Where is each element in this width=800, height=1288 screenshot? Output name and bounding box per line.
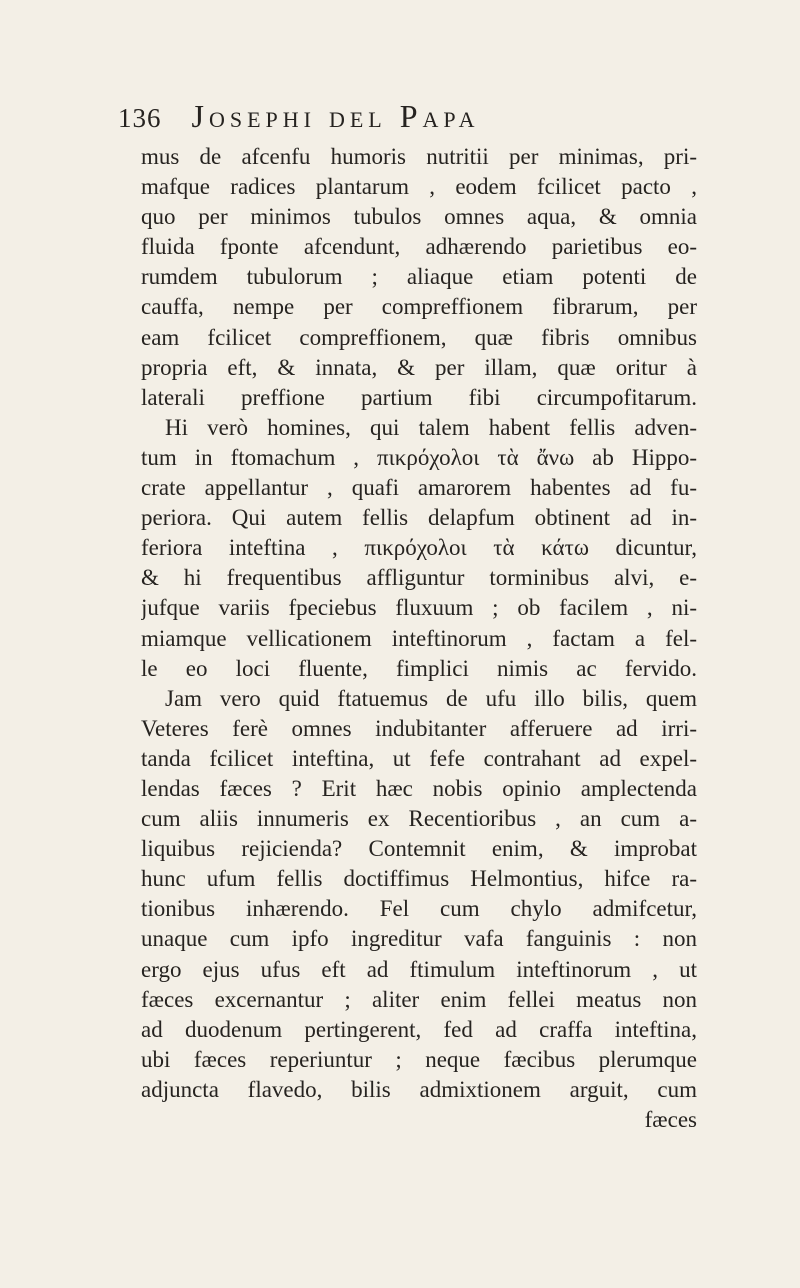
text-line: rumdem tubulorum ; aliaque etiam potenti de	[141, 264, 697, 290]
body-text	[141, 142, 697, 1135]
text-line: cum aliis innumeris ex Recentioribus , an cum a-	[141, 806, 697, 832]
text-line: tanda fcilicet inteftina, ut fefe contrahant ad expel-	[141, 745, 697, 771]
text-line: ubi fæces reperiuntur ; neque fæcibus plerumque	[141, 1046, 697, 1072]
text-line: ad duodenum pertingerent, fed ad craffa inteftina,	[141, 1016, 697, 1042]
text-line: propria eft, & innata, & per illam, quæ oritur à	[141, 354, 697, 380]
text-line: mafque radices plantarum , eodem fcilicet pacto ,	[141, 174, 697, 200]
text-line: hunc ufum fellis doctiffimus Helmontius, hifce ra-	[141, 866, 697, 892]
text-line: unaque cum ipfo ingreditur vafa fanguinis : non	[141, 926, 697, 952]
text-line: crate appellantur , quafi amarorem habentes ad fu-	[141, 475, 697, 501]
page-number: 136	[118, 103, 162, 133]
text-line: le eo loci fluente, fimplici nimis ac fervido.	[141, 655, 697, 681]
text-line: tum in ftomachum , πικρόχολοι τὰ ἄνω ab Hippo-	[141, 444, 697, 470]
text-line: adjuncta flavedo, bilis admixtionem arguit, cum	[141, 1076, 697, 1102]
text-line: & hi frequentibus affliguntur torminibus alvi, e-	[141, 565, 697, 591]
text-line: tionibus inhærendo. Fel cum chylo admifcetur,	[141, 896, 697, 922]
text-line: fæces excernantur ; aliter enim fellei meatus non	[141, 986, 697, 1012]
text-line: laterali preffione partium fibi circumpofitarum.	[141, 384, 697, 410]
text-line: fluida fponte afcendunt, adhærendo parietibus eo-	[141, 234, 697, 260]
text-line: lendas fæces ? Erit hæc nobis opinio amplectenda	[141, 775, 697, 801]
text-line: liquibus rejicienda? Contemnit enim, & improbat	[141, 836, 697, 862]
running-title: Josephi del Papa	[191, 98, 480, 134]
text-line: Jam vero quid ftatuemus de ufu illo bilis, quem	[165, 685, 697, 711]
text-line: ergo ejus ufus eft ad ftimulum inteftinorum , ut	[141, 956, 697, 982]
catchword: fæces	[644, 1107, 697, 1132]
text-line: jufque variis fpeciebus fluxuum ; ob facilem , ni-	[141, 595, 697, 621]
text-line: mus de afcenfu humoris nutritii per minimas, pri-	[141, 144, 697, 169]
page-header	[118, 98, 678, 138]
text-line: miamque vellicationem inteftinorum , factam a fel-	[141, 625, 697, 651]
text-line: Hi verò homines, qui talem habent fellis adven-	[165, 414, 697, 440]
text-line: periora. Qui autem fellis delapfum obtinent ad in-	[141, 505, 697, 531]
text-line: cauffa, nempe per compreffionem fibrarum, per	[141, 294, 697, 320]
text-line: Veteres ferè omnes indubitanter afferuere ad irri-	[141, 715, 697, 741]
text-line: feriora inteftina , πικρόχολοι τὰ κάτω dicuntur,	[141, 535, 697, 561]
text-line: eam fcilicet compreffionem, quæ fibris omnibus	[141, 324, 697, 350]
text-line: quo per minimos tubulos omnes aqua, & omnia	[141, 204, 697, 230]
